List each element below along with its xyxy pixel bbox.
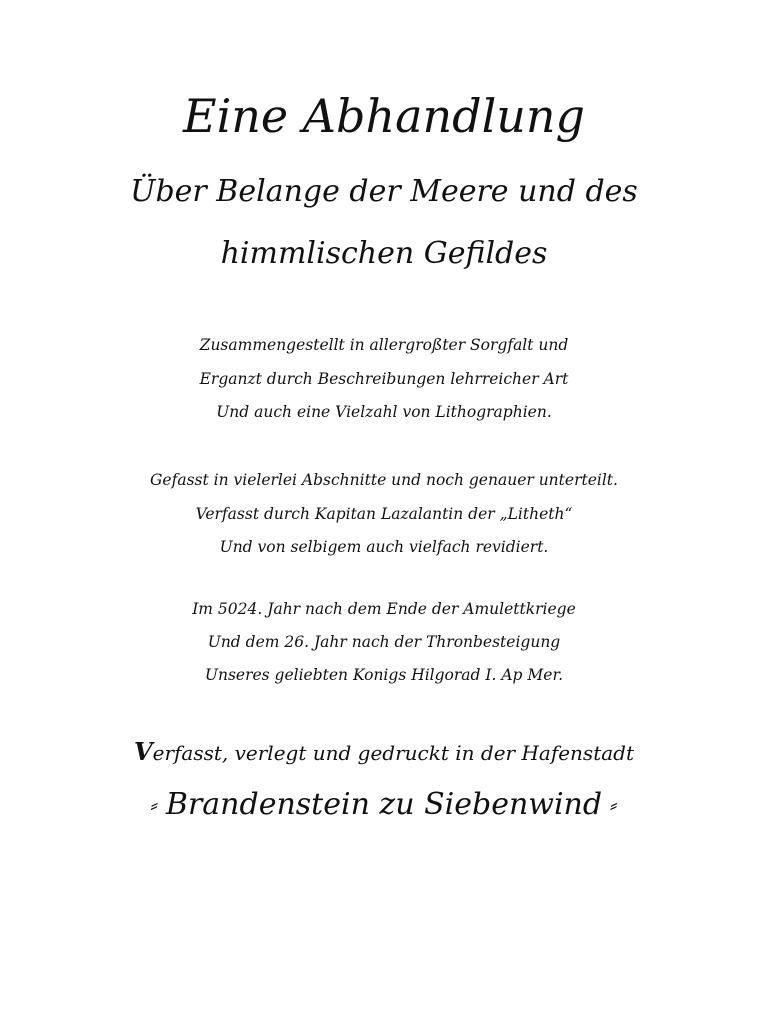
publisher-initial: V: [133, 737, 153, 766]
compilation-line-2: Erganzt durch Beschreibungen lehrreicher Art: [199, 370, 569, 388]
document-title: Eine Abhandlung: [183, 89, 585, 143]
date-line-1: Im 5024. Jahr nach dem Ende der Amulettkriege: [192, 600, 576, 618]
date-line-2: Und dem 26. Jahr nach der Thronbesteigung: [207, 633, 561, 651]
author-line-2: Verfasst durch Kapitan Lazalantin der „Litheth“: [195, 505, 573, 523]
subtitle-line-1: Über Belange der Meere und des: [130, 174, 638, 209]
left-ornament: ⸗: [150, 793, 158, 818]
compilation-line-3: Und auch eine Vielzahl von Lithographien.: [216, 403, 552, 421]
right-ornament: ⸗: [610, 793, 618, 818]
date-line-3: Unseres geliebten Konigs Hilgorad I. Ap Mer.: [204, 666, 564, 684]
compilation-line-1: Zusammengestellt in allergroßter Sorgfalt und: [199, 336, 569, 354]
city-name: Brandenstein zu Siebenwind: [165, 787, 603, 822]
publisher-text: erfasst, verlegt und gedruckt in der Hafenstadt: [152, 741, 634, 765]
publisher-line: [0, 738, 768, 767]
author-line-3: Und von selbigem auch vielfach revidiert.: [219, 538, 549, 556]
city-line: [0, 784, 768, 827]
subtitle-line-2: himmlischen Gefildes: [220, 236, 548, 271]
author-line-1: Gefasst in vielerlei Abschnitte und noch genauer unterteilt.: [150, 471, 618, 489]
